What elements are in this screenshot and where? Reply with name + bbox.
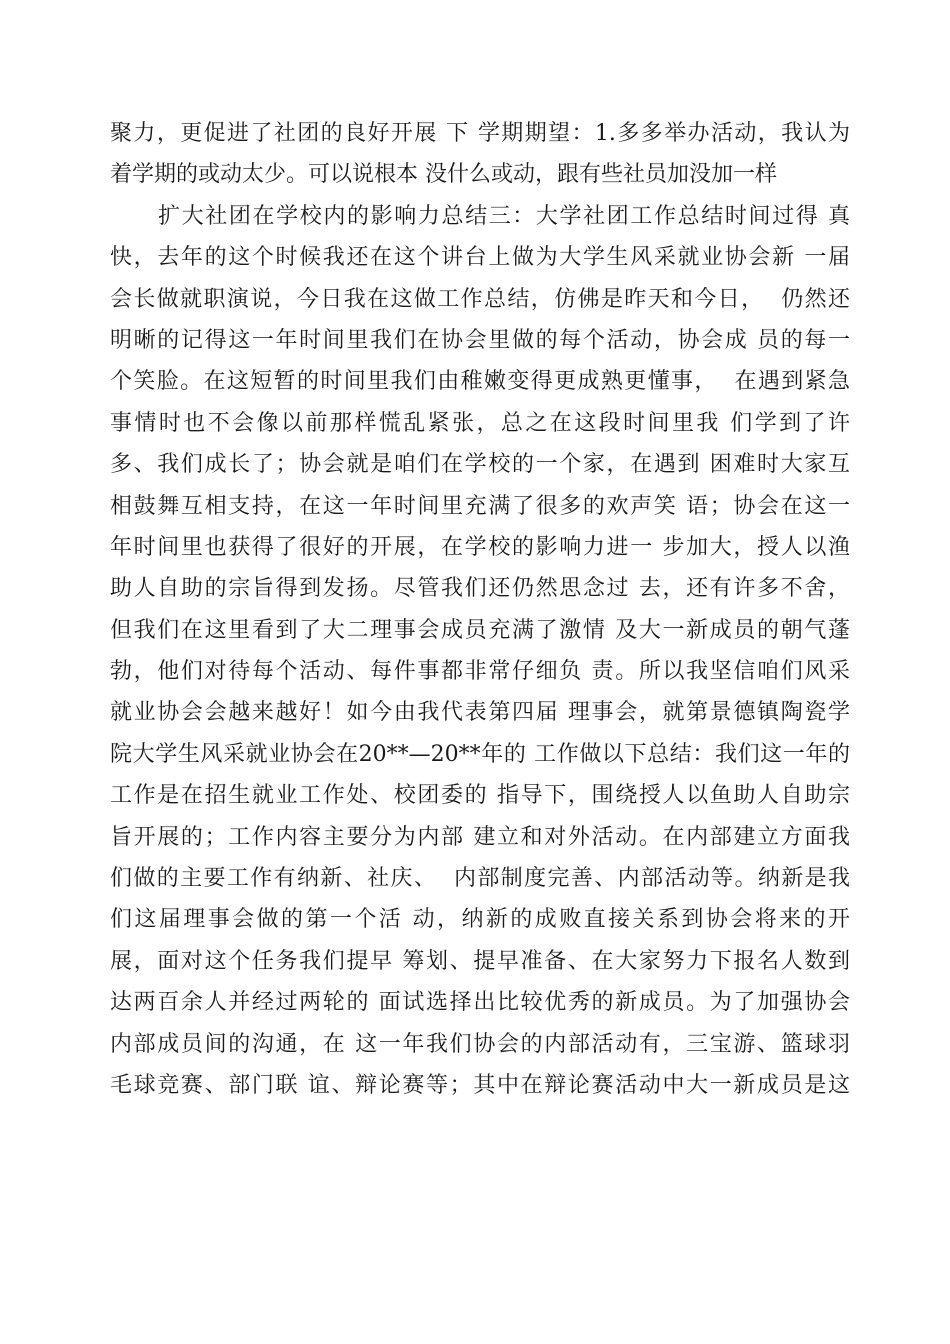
text-line: 会长做就职演说，今日我在这做工作总结，仿佛是昨天和今日， 仍然还	[110, 286, 850, 312]
text-line: 们做的主要工作有纳新、社庆、 内部制度完善、内部活动等。纳新是我	[110, 866, 850, 892]
text-line: 旨开展的；工作内容主要分为内部 建立和对外活动。在内部建立方面我	[110, 824, 850, 850]
text-line: 聚力，更促进了社团的良好开展 下 学期期望：1.多多举办活动，我认为	[110, 121, 850, 146]
text-line: 助人自助的宗旨得到发扬。尽管我们还仍然思念过 去，还有许多不舍，	[110, 576, 850, 602]
text-line: 展，面对这个任务我们提早 筹划、提早准备、在大家努力下报名人数到	[110, 948, 850, 974]
text-line: 年时间里也获得了很好的开展，在学校的影响力进一 步加大，授人以渔	[110, 534, 850, 560]
text-line: 明晰的记得这一年时间里我们在协会里做的每个活动，协会成 员的每一	[110, 327, 850, 353]
text-line: 毛球竞赛、部门联 谊、辩论赛等；其中在辩论赛活动中大一新成员是这	[110, 1072, 850, 1098]
text-line: 内部成员间的沟通，在 这一年我们协会的内部活动有，三宝游、篮球羽	[110, 1031, 850, 1057]
text-line: 但我们在这里看到了大二理事会成员充满了激情 及大一新成员的朝气蓬	[110, 617, 850, 643]
text-line: 院大学生风采就业协会在20**—20**年的 工作做以下总结：我们这一年的	[110, 741, 850, 767]
text-line: 工作是在招生就业工作处、校团委的 指导下，围绕授人以鱼助人自助宗	[110, 783, 850, 809]
text-line: 勃，他们对待每个活动、每件事都非常仔细负 责。所以我坚信咱们风采	[110, 659, 850, 685]
body-text	[110, 113, 850, 1106]
text-line: 着学期的或动太少。可以说根本 没什么或动，跟有些社员加没加一样	[110, 162, 777, 188]
text-line: 达两百余人并经过两轮的 面试选择出比较优秀的新成员。为了加强协会	[110, 990, 850, 1016]
text-line: 事情时也不会像以前那样慌乱紧张，总之在这段时间里我 们学到了许	[110, 410, 850, 436]
paragraph-start-line: 扩大社团在学校内的影响力总结三：大学社团工作总结时间过得 真	[158, 203, 850, 229]
text-line: 们这届理事会做的第一个活 动，纳新的成败直接关系到协会将来的开	[110, 907, 850, 933]
text-line: 就业协会会越来越好！如今由我代表第四届 理事会，就第景德镇陶瓷学	[110, 700, 850, 726]
text-line: 相鼓舞互相支持，在这一年时间里充满了很多的欢声笑 语；协会在这一	[110, 493, 850, 519]
text-line: 个笑脸。在这短暂的时间里我们由稚嫩变得更成熟更懂事， 在遇到紧急	[110, 369, 850, 395]
text-line: 多、我们成长了；协会就是咱们在学校的一个家，在遇到 困难时大家互	[110, 452, 850, 478]
text-line: 快，去年的这个时候我还在这个讲台上做为大学生风采就业协会新 一届	[110, 245, 850, 271]
